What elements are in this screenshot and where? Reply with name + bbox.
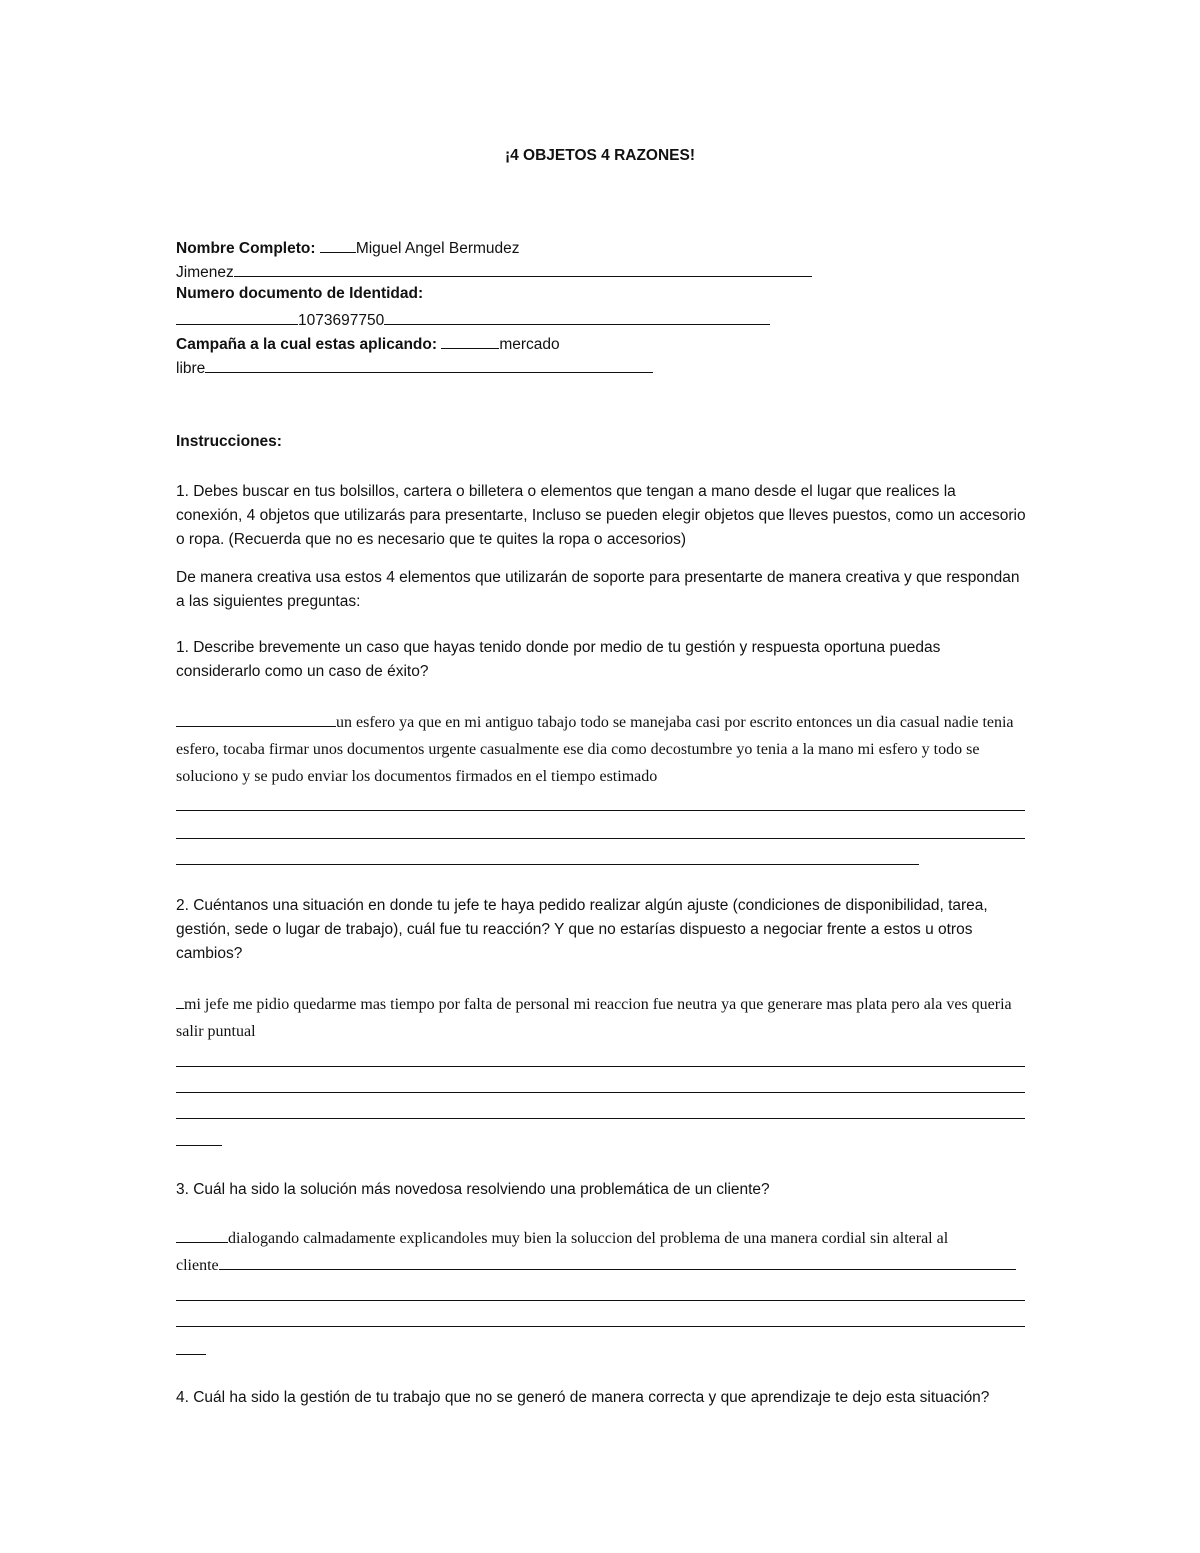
blank-line (176, 711, 336, 727)
question-4: 4. Cuál ha sido la gestión de tu trabajo que no se generó de manera correcta y que aprendizaje te dejo esta situación? (176, 1389, 990, 1406)
page-title: ¡4 OBJETOS 4 RAZONES! (504, 147, 696, 164)
answer-3-line-2 (176, 1252, 1016, 1279)
id-line (176, 309, 770, 330)
id-label: Numero documento de Identidad: (176, 285, 424, 302)
answer-1-rule (176, 864, 919, 865)
name-value-2: Jimenez (176, 264, 234, 281)
answer-2-rule (176, 1092, 1025, 1093)
answer-3-line-1 (176, 1225, 948, 1252)
answer-3-rule (176, 1300, 1025, 1301)
id-value: 1073697750 (298, 312, 385, 329)
answer-1-rule (176, 838, 1025, 839)
blank-line (176, 1227, 228, 1243)
name-line-2 (176, 261, 812, 282)
blank-line (234, 261, 812, 277)
blank-line (176, 309, 298, 325)
campaign-value-1: mercado (499, 336, 560, 353)
blank-line (176, 993, 184, 1009)
name-value-1: Miguel Angel Bermudez (355, 240, 520, 257)
name-label: Nombre Completo: (176, 240, 316, 257)
answer-3-text-2: cliente (176, 1257, 219, 1274)
question-3: 3. Cuál ha sido la solución más novedosa resolviendo una problemática de un cliente? (176, 1181, 770, 1198)
blank-line (219, 1254, 1016, 1270)
campaign-value-2: libre (176, 360, 206, 377)
answer-2-text: mi jefe me pidio quedarme mas tiempo por falta de personal mi reaccion fue neutra ya que generare mas plata pero ala ves queria salir puntual (176, 996, 1012, 1040)
campaign-line-1 (176, 333, 560, 354)
instruction-paragraph-1: 1. Debes buscar en tus bolsillos, cartera o billetera o elementos que tengan a mano desde el lugar que realices la conexión, 4 objetos que utilizarás para presentarte, Incluso se pueden elegir objetos que lleves puestos, como un accesorio o ropa. (Recuerda que no es necesario que te quites la ropa o accesorios) (176, 483, 1026, 548)
instructions-label: Instrucciones: (176, 433, 282, 450)
answer-1 (176, 709, 1026, 790)
answer-2-rule (176, 1118, 1025, 1119)
answer-1-text: un esfero ya que en mi antiguo tabajo todo se manejaba casi por escrito entonces un dia casual nadie tenia esfero, tocaba firmar unos documentos urgente casualmente ese dia como decostumbre yo tenia a la mano mi esfero y todo se soluciono y se pudo enviar los documentos firmados en el tiempo estimado (176, 714, 1014, 785)
answer-1-rule (176, 810, 1025, 811)
campaign-line-2 (176, 357, 653, 378)
answer-3-text-1: dialogando calmadamente explicandoles muy bien la soluccion del problema de una manera cordial sin alteral al (228, 1230, 949, 1247)
blank-line (384, 309, 770, 325)
answer-2 (176, 991, 1026, 1045)
blank-line (441, 333, 499, 349)
blank-line (205, 357, 653, 373)
instruction-paragraph-2: De manera creativa usa estos 4 elementos que utilizarán de soporte para presentarte de manera creativa y que respondan a las siguientes preguntas: (176, 569, 1020, 610)
answer-3-rule (176, 1354, 206, 1355)
blank-line (320, 237, 356, 253)
question-1: 1. Describe brevemente un caso que hayas tenido donde por medio de tu gestión y respuesta oportuna puedas considerarlo como un caso de éxito? (176, 639, 941, 680)
campaign-label: Campaña a la cual estas aplicando: (176, 336, 438, 353)
question-2: 2. Cuéntanos una situación en donde tu jefe te haya pedido realizar algún ajuste (condiciones de disponibilidad, tarea, gestión, sede o lugar de trabajo), cuál fue tu reacción? Y que no estarías dispuesto a negociar frente a estos u otros cambios? (176, 897, 988, 962)
answer-3-rule (176, 1326, 1025, 1327)
answer-2-rule (176, 1066, 1025, 1067)
name-line-1 (176, 237, 520, 258)
answer-2-rule (176, 1145, 222, 1146)
